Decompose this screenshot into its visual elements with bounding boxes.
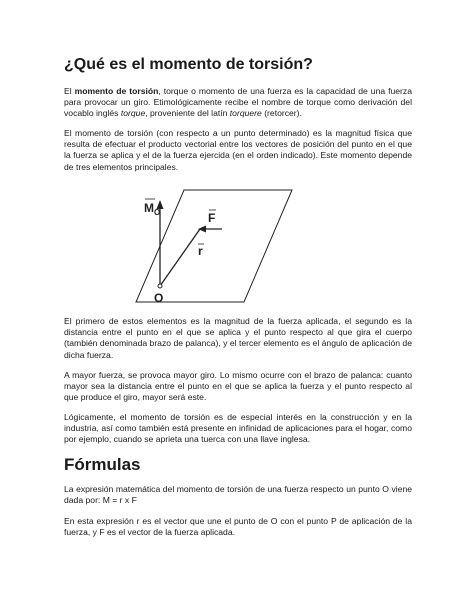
force-label: F (208, 211, 216, 225)
position-vector-line (160, 229, 200, 286)
position-label: r (198, 244, 203, 258)
paragraph-definition (64, 86, 412, 120)
document-page (64, 52, 412, 538)
section-heading-formulas: Fórmulas (64, 455, 141, 474)
paragraph-greater-force: A mayor fuerza, se provoca mayor giro. Lo mismo ocurre con el brazo de palanca: cuanto mayor sea la distancia entre el punto en el que se aplica la fuerza y el punto respecto al que produce el giro, mayor será este. (64, 370, 412, 403)
bold-term: momento de torsión (74, 86, 159, 96)
moment-label-subscript: O (154, 208, 161, 217)
origin-point (158, 284, 162, 288)
torque-diagram (134, 186, 294, 308)
paragraph-formula-explanation: En esta expresión r es el vector que une el punto de O con el punto P de aplicación de la fuerza, y F es el vector de la fuerza aplicada. (64, 516, 412, 538)
text-run: (retorcer). (261, 108, 302, 119)
italic-term: torque (120, 108, 146, 119)
italic-term: torquere (229, 108, 262, 119)
text-run: , torque o momento de una fuerza es la capacidad de una fuerza para provocar un giro. Etimológicamente recibe el nombre de torque como derivación del vocablo inglés (64, 86, 412, 119)
page-title: ¿Qué es el momento de torsión? (64, 56, 313, 73)
paragraph-elements: El primero de estos elementos es la magnitud de la fuerza aplicada, el segundo es la distancia entre el punto en el que se aplica y el punto respecto al que gira el cuerpo (también denominada brazo de palanca), y el tercer elemento es el ángulo de aplicación de dicha fuerza. (64, 316, 412, 360)
paragraph-applications: Lógicamente, el momento de torsión es de especial interés en la construcción y en la industria, así como también está presente en infinidad de aplicaciones para el hogar, como por ejemplo, cuando se aprieta una tuerca con una llave inglesa. (64, 412, 412, 445)
text-run: El (64, 86, 75, 96)
force-vector-arrowhead (198, 226, 206, 233)
origin-label: O (154, 291, 164, 305)
paragraph-vector-product: El momento de torsión (con respecto a un punto determinado) es la magnitud física que resulta de efectuar el producto vectorial entre los vectores de posición del punto en el que la fuerza se aplica y el de la fuerza ejercida (en el orden indicado). Este momento depende de tres elementos principales. (64, 128, 412, 172)
moment-label: M (144, 201, 154, 215)
paragraph-formula: La expresión matemática del momento de torsión de una fuerza respecto un punto O viene dada por: M = r x F (64, 484, 412, 506)
text-run: , proveniente del latín (145, 108, 230, 119)
